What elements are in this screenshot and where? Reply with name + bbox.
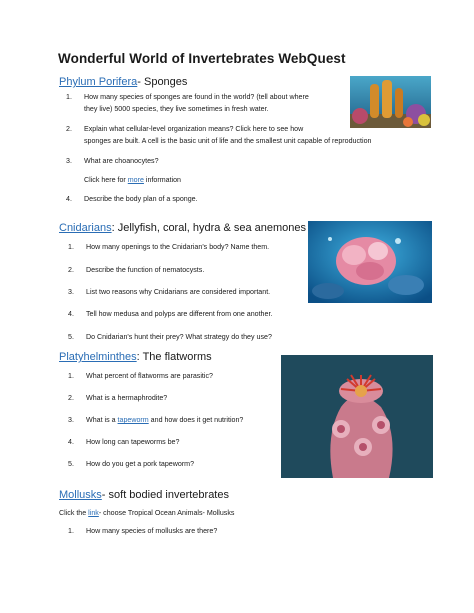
tapeworm-image	[281, 355, 433, 478]
porifera-q2: 2. Explain what cellular-level organization means? Click here to see how sponges are built. A cell is the basic unit of life and the smallest unit capable of reproduction	[66, 125, 372, 145]
coral-image	[308, 221, 432, 303]
mollusks-q1: 1. How many species of mollusks are there?	[68, 527, 218, 535]
cnidarians-q5: 5. Do Cnidarian's hunt their prey? What strategy do they use?	[68, 333, 272, 341]
porifera-heading-rest: - Sponges	[137, 76, 188, 88]
more-link[interactable]: more	[127, 176, 144, 184]
porifera-q1: 1. How many species of sponges are found in the world? (tell about where they live) 5000 species, they live sometimes in fresh water.	[66, 93, 309, 113]
mollusks-link[interactable]: Mollusks	[59, 489, 102, 501]
cnidarians-q4: 4. Tell how medusa and polyps are different from one another.	[68, 310, 273, 318]
mollusks-heading-rest: - soft bodied invertebrates	[101, 489, 229, 501]
cnidarians-heading	[59, 222, 306, 234]
flatworms-q4: 4. How long can tapeworms be?	[68, 438, 180, 446]
mollusks-heading	[59, 489, 229, 501]
flatworms-q1: 1. What percent of flatworms are parasitic?	[68, 372, 213, 380]
flatworms-q2: 2. What is a hermaphrodite?	[68, 394, 168, 402]
flatworms-heading-rest: : The flatworms	[136, 351, 212, 363]
flatworms-q3: 3. What is a tapeworm and how does it get nutrition?	[68, 416, 244, 424]
porifera-heading	[59, 76, 187, 88]
flatworms-q5: 5. How do you get a pork tapeworm?	[68, 460, 195, 468]
porifera-q4: 4. Describe the body plan of a sponge.	[66, 195, 198, 203]
cnidarians-q3: 3. List two reasons why Cnidarians are considered important.	[68, 288, 271, 296]
tapeworm-link[interactable]: tapeworm	[117, 416, 149, 424]
mollusks-click-link[interactable]: link	[88, 509, 99, 517]
porifera-link[interactable]: Phylum Porifera	[59, 76, 138, 88]
cnidarians-link[interactable]: Cnidarians	[59, 222, 112, 234]
sponge-image	[350, 76, 431, 128]
porifera-q3: 3. What are choanocytes?	[66, 157, 159, 165]
platyhelminthes-link[interactable]: Platyhelminthes	[59, 351, 137, 363]
cnidarians-heading-rest: : Jellyfish, coral, hydra & sea anemones	[111, 222, 307, 234]
page-title: Wonderful World of Invertebrates WebQuest	[58, 51, 346, 66]
mollusks-click-line: Click the link- choose Tropical Ocean Animals- Mollusks	[59, 509, 235, 517]
cnidarians-q2: 2. Describe the function of nematocysts.	[68, 266, 205, 274]
cnidarians-q1: 1. How many openings to the Cnidarian's body? Name them.	[68, 243, 270, 251]
flatworms-heading	[59, 351, 212, 363]
porifera-click-line: Click here for more information	[84, 176, 181, 184]
